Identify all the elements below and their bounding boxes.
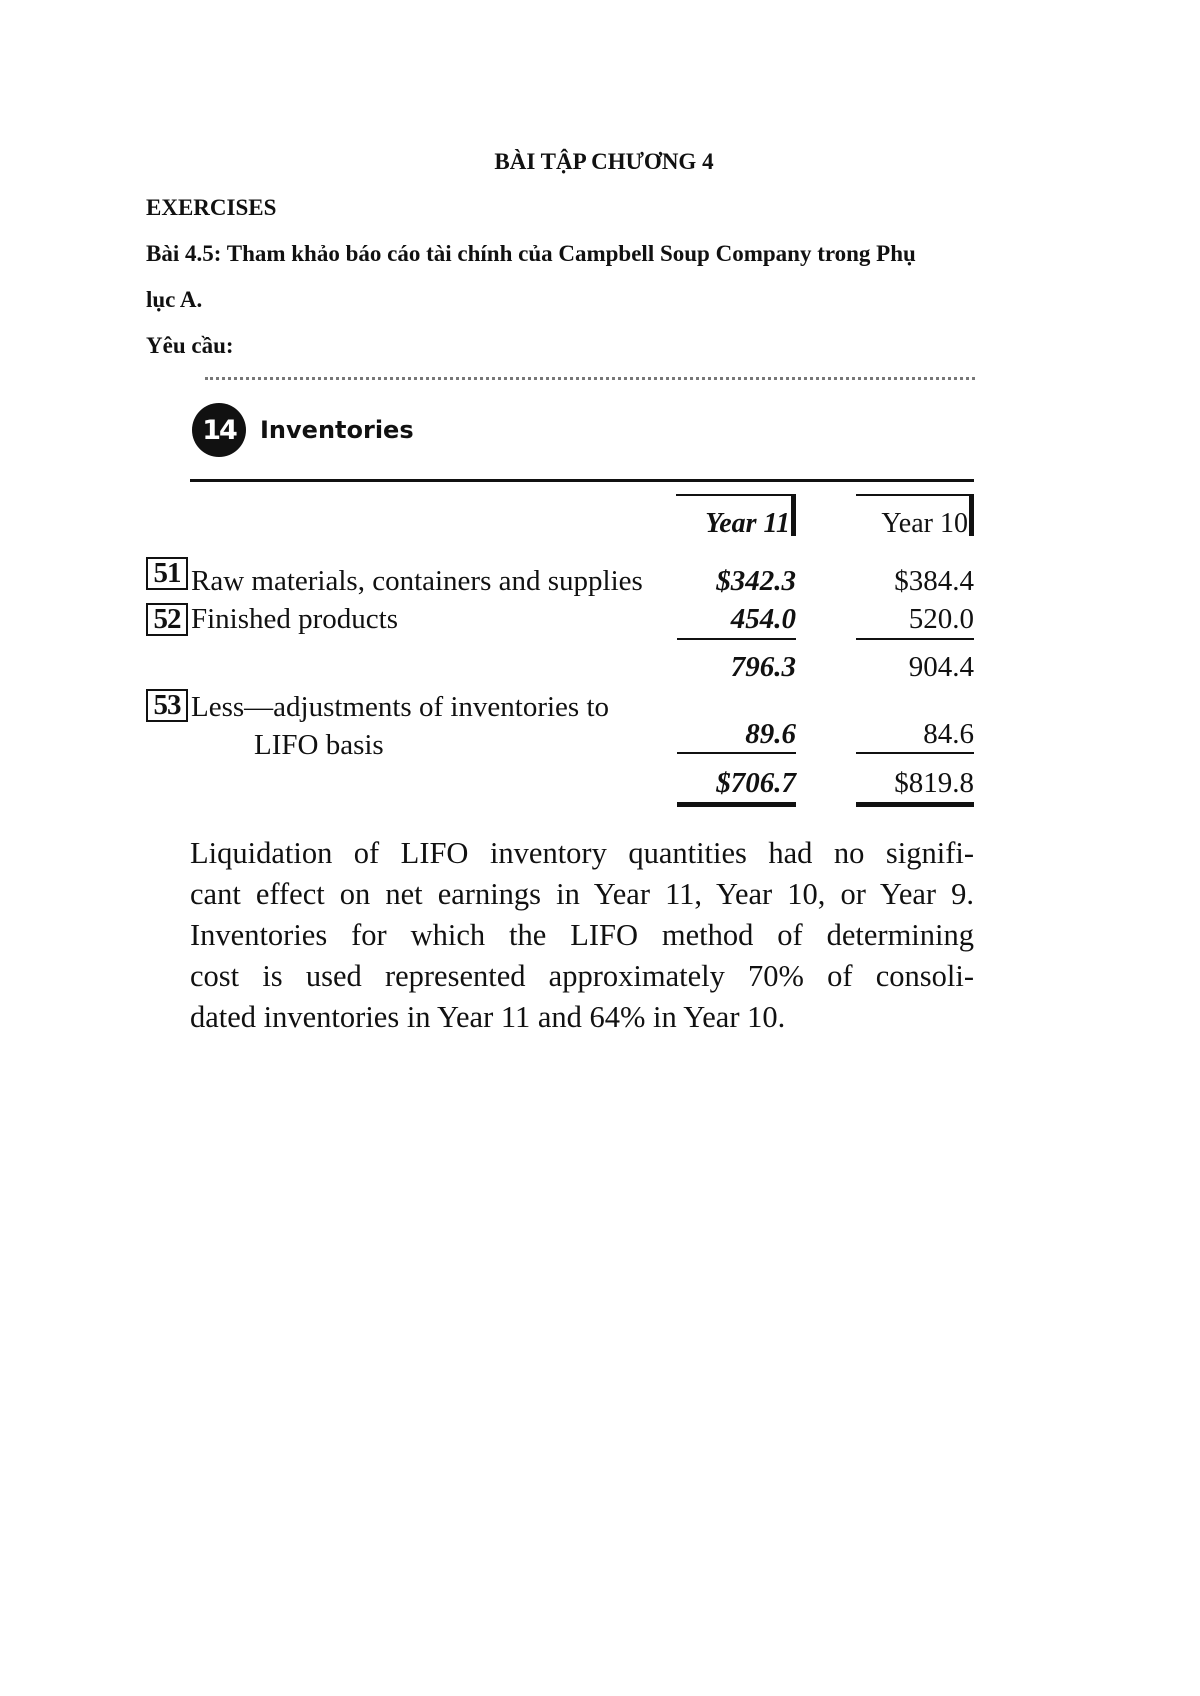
exercises-heading: EXERCISES <box>146 195 277 220</box>
paragraph-line: Liquidation of LIFO inventory quantities had no signifi- <box>190 836 974 870</box>
finished-products-year10: 520.0 <box>908 603 974 635</box>
column-header-year-11: Year 11 <box>705 508 790 539</box>
raw-materials-year11: $342.3 <box>716 565 796 597</box>
chapter-title: BÀI TẬP CHƯƠNG 4 <box>494 149 714 174</box>
table-top-rule <box>190 479 974 482</box>
finished-products-year11: 454.0 <box>730 603 796 635</box>
note-number-badge: 14 <box>192 403 246 457</box>
subtotal-year10: 904.4 <box>908 651 974 683</box>
total-year11: $706.7 <box>716 767 796 799</box>
lifo-adjustment-year10: 84.6 <box>923 718 974 750</box>
raw-materials-year10: $384.4 <box>894 565 974 597</box>
subtotal-rule-year10 <box>856 638 974 640</box>
paragraph-line: dated inventories in Year 11 and 64% in Year 10. <box>190 1000 786 1034</box>
row-label-lifo-adjustments: Less—adjustments of inventories to <box>191 691 610 723</box>
paragraph-line: Inventories for which the LIFO method of determining <box>190 918 974 952</box>
reference-box-52: 52 <box>146 603 188 636</box>
lifo-explanation-paragraph <box>190 833 974 1038</box>
year10-header-rule <box>856 494 974 496</box>
row-label-lifo-basis: LIFO basis <box>254 729 384 761</box>
total-double-rule-year11 <box>677 802 796 807</box>
year11-header-rule <box>676 494 796 496</box>
note-title: Inventories <box>260 416 414 444</box>
row-label-finished-products: Finished products <box>191 603 399 635</box>
subtotal-year11: 796.3 <box>730 651 796 683</box>
year11-header-bar <box>791 494 796 536</box>
dotted-separator <box>205 377 975 380</box>
row-label-raw-materials: Raw materials, containers and supplies <box>191 565 643 597</box>
requirement-label: Yêu cầu: <box>146 333 234 358</box>
exercise-statement-line-2: lục A. <box>146 287 203 312</box>
exercise-statement-line-1: Bài 4.5: Tham khảo báo cáo tài chính của Campbell Soup Company trong Phụ <box>146 241 916 266</box>
reference-box-53: 53 <box>146 689 188 722</box>
subtotal-rule-year11 <box>677 638 796 640</box>
note-heading <box>192 403 414 457</box>
total-double-rule-year10 <box>856 802 974 807</box>
total-year10: $819.8 <box>894 767 974 799</box>
reference-box-51: 51 <box>146 557 188 590</box>
year10-header-bar <box>969 494 974 536</box>
paragraph-line: cost is used represented approximately 70% of consoli- <box>190 959 974 993</box>
paragraph-line: cant effect on net earnings in Year 11, Year 10, or Year 9. <box>190 877 974 911</box>
lifo-adjustment-year11: 89.6 <box>745 718 796 750</box>
total-rule-year11 <box>677 752 796 754</box>
total-rule-year10 <box>856 752 974 754</box>
column-header-year-10: Year 10 <box>881 508 968 539</box>
